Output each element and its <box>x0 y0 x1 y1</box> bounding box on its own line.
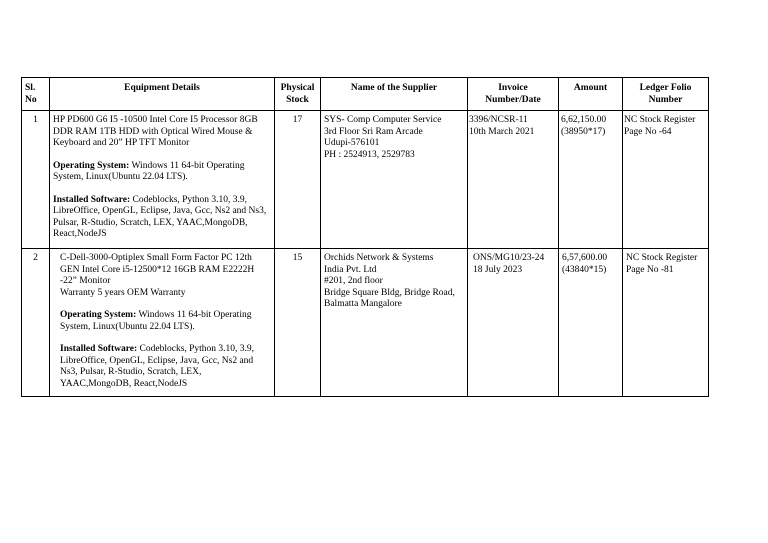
supplier-line: #201, 2nd floor <box>324 276 383 286</box>
software-label: Installed Software: <box>53 194 131 205</box>
os-label: Operating System: <box>60 310 137 320</box>
equipment-warranty: Warranty 5 years OEM Warranty <box>60 287 186 298</box>
header-physical-stock: Physical Stock <box>275 78 321 111</box>
ledger-register: NC Stock Register <box>624 115 696 125</box>
cell-physical-stock: 17 <box>275 111 321 249</box>
invoice-number: 3396/NCSR-11 <box>469 115 528 125</box>
equipment-description: HP PD600 G6 I5 -10500 Intel Core I5 Processor 8GB DDR RAM 1TB HDD with Optical Wired Mouse & Keyboard and 20” HP TFT Monitor <box>53 115 258 148</box>
header-equipment-details: Equipment Details <box>50 78 275 111</box>
os-value: Windows 11 64-bit Operating System, Linux(Ubuntu 22.04 LTS). <box>60 310 252 332</box>
table-row <box>22 249 709 397</box>
cell-sl-no: 1 <box>22 111 50 249</box>
cell-amount <box>559 249 623 397</box>
os-label: Operating System: <box>53 160 130 171</box>
software-value: Codeblocks, Python 3.10, 3.9, LibreOffice, OpenGL, Eclipse, Java, Gcc, Ns2 and Ns3, Pulsar, R-Studio, Scratch, LEX, YAAC,MongoDB, React,NodeJS <box>60 344 255 389</box>
cell-equipment-details <box>50 111 275 249</box>
header-invoice-number-date: Invoice Number/Date <box>468 78 559 111</box>
cell-invoice <box>468 111 559 249</box>
installed-software-info <box>60 344 271 390</box>
cell-supplier <box>321 249 468 397</box>
header-ledger-folio-number: Ledger Folio Number <box>623 78 709 111</box>
software-value: Codeblocks, Python 3.10, 3.9, LibreOffice, OpenGL, Eclipse, Java, Gcc, Ns2 and Ns3, Pulsar, R-Studio, Scratch, LEX, YAAC,MongoDB, React,NodeJS <box>53 194 267 239</box>
cell-invoice <box>468 249 559 397</box>
supplier-line: SYS- Comp Computer Service <box>324 115 442 125</box>
cell-amount <box>559 111 623 249</box>
amount-value: 6,57,600.00 <box>562 253 608 263</box>
header-supplier-name: Name of the Supplier <box>321 78 468 111</box>
equipment-description: C-Dell-3000-Optiplex Small Form Factor PC 12th GEN Intel Core i5-12500*12 16GB RAM E2222H -22” Monitor <box>60 253 255 286</box>
operating-system-info <box>53 161 271 184</box>
supplier-line: Udupi-576101 <box>324 138 380 148</box>
cell-ledger-folio <box>623 249 709 397</box>
software-label: Installed Software: <box>60 344 138 354</box>
table-header-row <box>22 78 709 111</box>
operating-system-info <box>60 310 271 333</box>
supplier-line: India Pvt. Ltd <box>324 264 377 275</box>
supplier-line: PH : 2524913, 2529783 <box>324 149 415 160</box>
cell-ledger-folio <box>623 111 709 249</box>
cell-supplier <box>321 111 468 249</box>
cell-sl-no: 2 <box>22 249 50 397</box>
invoice-date: 18 July 2023 <box>473 264 523 275</box>
ledger-page: Page No -81 <box>626 264 674 275</box>
installed-software-info <box>53 195 271 241</box>
amount-calculation: (38950*17) <box>561 126 606 137</box>
os-value: Windows 11 64-bit Operating System, Linux(Ubuntu 22.04 LTS). <box>53 160 245 182</box>
cell-physical-stock: 15 <box>275 249 321 397</box>
header-sl-no: Sl. No <box>22 78 50 111</box>
amount-calculation: (43840*15) <box>562 264 607 275</box>
equipment-ledger-table <box>21 77 709 397</box>
supplier-line: Bridge Square Bldg, Bridge Road, Balmatta Mangalore <box>324 287 455 309</box>
supplier-line: 3rd Floor Sri Ram Arcade <box>324 126 423 137</box>
cell-equipment-details <box>50 249 275 397</box>
invoice-number: ONS/MG10/23-24 <box>473 253 545 263</box>
amount-value: 6,62,150.00 <box>561 115 607 125</box>
invoice-date: 10th March 2021 <box>469 126 535 137</box>
ledger-register: NC Stock Register <box>626 253 698 263</box>
supplier-line: Orchids Network & Systems <box>324 253 434 263</box>
ledger-page: Page No -64 <box>624 126 672 137</box>
header-amount: Amount <box>559 78 623 111</box>
table-row <box>22 111 709 249</box>
